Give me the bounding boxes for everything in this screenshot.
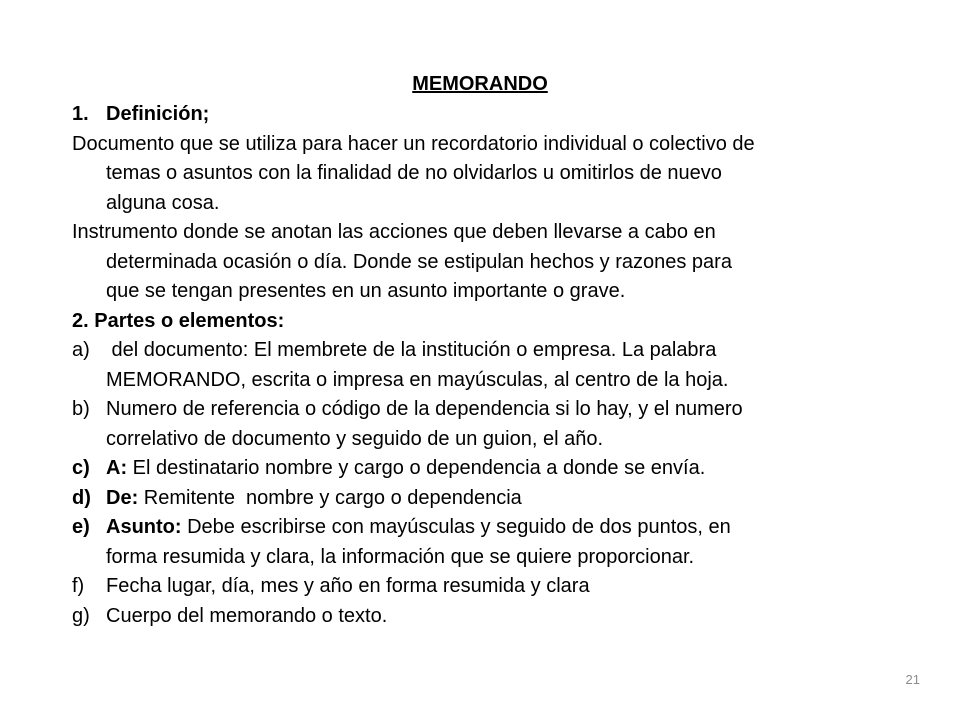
list-item-f	[72, 572, 902, 602]
paragraph-line: que se tengan presentes en un asunto importante o grave.	[106, 280, 626, 302]
list-item-line: del documento: El membrete de la institución o empresa. La palabra	[106, 339, 717, 361]
paragraph-line: Documento que se utiliza para hacer un recordatorio individual o colectivo de	[72, 132, 755, 155]
list-item-bold-label: De:	[106, 486, 139, 509]
list-item-line: Cuerpo del memorando o texto.	[106, 604, 388, 627]
definition-paragraph-1	[72, 130, 902, 219]
list-marker: f)	[72, 575, 85, 597]
list-item-line: forma resumida y clara, la información que se quiere proporcionar.	[106, 545, 695, 568]
content	[72, 100, 902, 631]
paragraph-line: determinada ocasión o día. Donde se estipulan hechos y razones para	[106, 250, 732, 273]
list-item-bold-label: A:	[106, 457, 128, 479]
list-item-line: Fecha lugar, día, mes y año en forma resumida y clara	[106, 575, 590, 597]
section-2-heading: 2. Partes o elementos:	[72, 309, 285, 332]
list-marker: c)	[72, 457, 90, 479]
list-item-d	[72, 484, 902, 514]
section-1-title: Definición;	[106, 103, 210, 125]
list-item-g	[72, 602, 902, 632]
list-item-bold-label: Asunto:	[106, 516, 182, 538]
paragraph-line: Instrumento donde se anotan las acciones que deben llevarse a cabo en	[72, 221, 716, 243]
list-marker: g)	[72, 604, 90, 627]
list-marker: d)	[72, 486, 91, 509]
list-marker: a)	[72, 339, 90, 361]
list-item-line: MEMORANDO, escrita o impresa en mayúsculas, al centro de la hoja.	[106, 368, 729, 391]
list-item-e	[72, 513, 902, 572]
section-1-number: 1.	[72, 103, 89, 125]
section-1-heading	[72, 100, 902, 130]
page-number: 21	[905, 672, 920, 687]
definition-paragraph-2	[72, 218, 902, 307]
list-item-line: Debe escribirse con mayúsculas y seguido de dos puntos, en	[181, 516, 731, 538]
paragraph-line: temas o asuntos con la finalidad de no olvidarlos u omitirlos de nuevo	[106, 162, 722, 184]
list-item-b	[72, 395, 902, 454]
paragraph-line: alguna cosa.	[106, 191, 220, 214]
list-item-c	[72, 454, 902, 484]
list-item-line: El destinatario nombre y cargo o dependencia a donde se envía.	[127, 457, 706, 479]
document-title: MEMORANDO	[412, 73, 548, 95]
list-item-a	[72, 336, 902, 395]
list-item-line: correlativo de documento y seguido de un guion, el año.	[106, 427, 604, 450]
list-marker: e)	[72, 516, 90, 538]
list-marker: b)	[72, 398, 90, 420]
list-item-line: Numero de referencia o código de la dependencia si lo hay, y el numero	[106, 398, 743, 420]
list-item-line: Remitente nombre y cargo o dependencia	[138, 486, 522, 509]
